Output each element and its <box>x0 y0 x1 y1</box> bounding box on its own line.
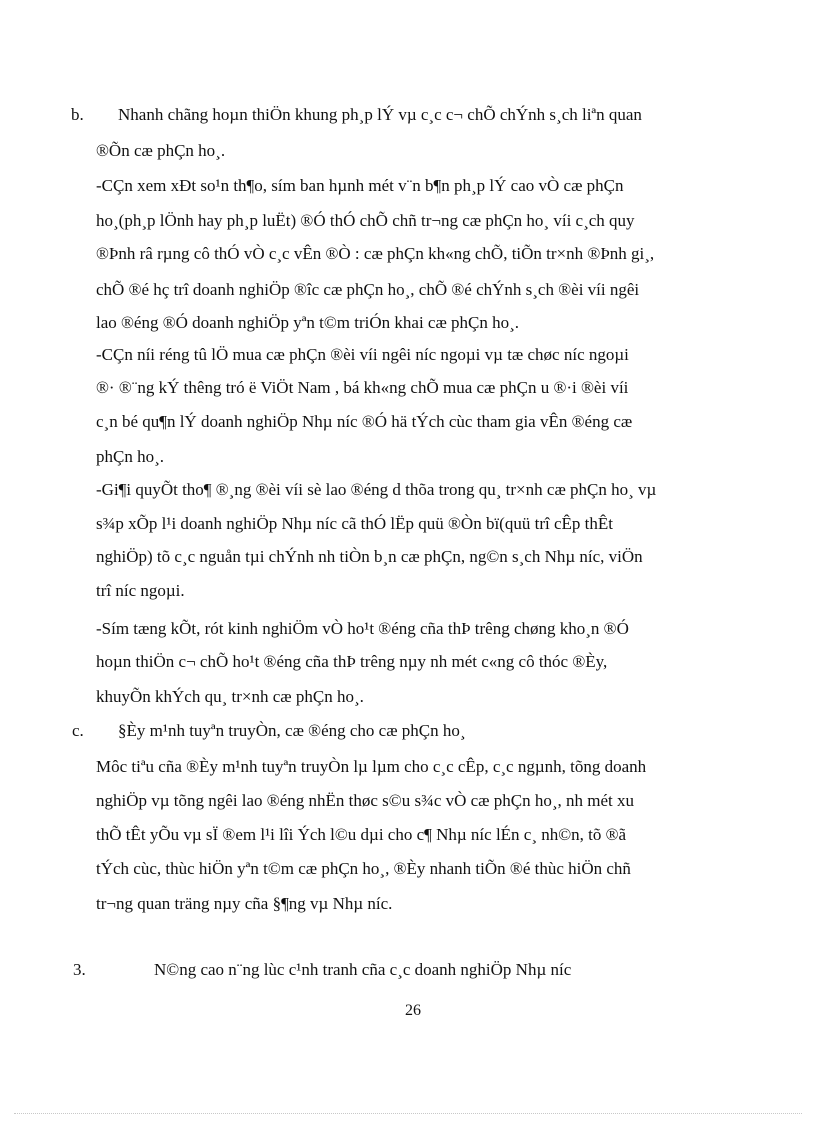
paragraph-1-line-5: lao ®éng ®Ó doanh nghiÖp yªn t©m triÓn khai cæ phÇn ho¸. <box>96 313 520 332</box>
paragraph-4-line-3: khuyÕn khÝch qu¸ tr×nh cæ phÇn ho¸. <box>96 687 364 706</box>
section-b-heading-line-1: Nhanh chãng hoµn thiÖn khung ph¸p lÝ vµ c¸c c¬ chÕ chÝnh s¸ch liªn quan <box>118 105 642 124</box>
paragraph-5-line-4: tÝch cùc, thùc hiÖn yªn t©m cæ phÇn ho¸, ®Èy nhanh tiÕn ®é thùc hiÖn chñ <box>96 859 631 878</box>
section-b-label: b. <box>71 105 84 124</box>
paragraph-3-line-1: -Gi¶i quyÕt tho¶ ®¸ng ®èi víi sè lao ®éng d thõa trong qu¸ tr×nh cæ phÇn ho¸ vµ <box>96 480 657 499</box>
paragraph-5-line-5: tr¬ng quan träng nµy cña §¶ng vµ Nhµ níc. <box>96 894 393 913</box>
paragraph-1-line-2: ho¸(ph¸p lÖnh hay ph¸p luËt) ®Ó thÓ chÕ chñ tr¬ng cæ phÇn ho¸ víi c¸ch quy <box>96 211 635 230</box>
paragraph-2-line-2: ®· ®¨ng kÝ thêng tró ë ViÖt Nam , bá kh«ng chÕ mua cæ phÇn u ®·i ®èi víi <box>96 378 629 397</box>
paragraph-3-line-3: nghiÖp) tõ c¸c nguån tµi chÝnh nh tiÒn b¸n cæ phÇn, ng©n s¸ch Nhµ níc, viÖn <box>96 547 643 566</box>
section-b-heading-line-2: ®Õn cæ phÇn ho¸. <box>96 141 226 160</box>
paragraph-4-line-1: -Sím tæng kÕt, rót kinh nghiÖm vÒ ho¹t ®éng cña thÞ trêng chøng kho¸n ®Ó <box>96 619 629 638</box>
paragraph-2-line-1: -CÇn níi réng tû lÖ mua cæ phÇn ®èi víi ngêi níc ngoµi vµ tæ chøc níc ngoµi <box>96 345 629 364</box>
paragraph-2-line-4: phÇn ho¸. <box>96 447 164 466</box>
paragraph-1-line-4: chÕ ®é hç trî doanh nghiÖp ®îc cæ phÇn ho¸, chÕ ®é chÝnh s¸ch ®èi víi ngêi <box>96 280 640 299</box>
page-number: 26 <box>405 1002 421 1019</box>
paragraph-5-line-3: thÕ tÊt yÕu vµ sÏ ®em l¹i lîi Ých l©u dµi cho c¶ Nhµ níc lÉn c¸ nh©n, tõ ®ã <box>96 825 627 844</box>
paragraph-1-line-3: ®Þnh râ rµng cô thÓ vÒ c¸c vÊn ®Ò : cæ phÇn kh«ng chÕ, tiÕn tr×nh ®Þnh gi¸, <box>96 244 655 263</box>
page-bottom-divider <box>14 1113 802 1114</box>
paragraph-5-line-2: nghiÖp vµ tõng ngêi lao ®éng nhËn thøc s©u s¾c vÒ cæ phÇn ho¸, nh mét xu <box>96 791 635 810</box>
section-c-label: c. <box>72 721 84 740</box>
paragraph-3-line-2: s¾p xÕp l¹i doanh nghiÖp Nhµ níc cã thÓ lËp quü ®Òn bï(quü trî cÊp thÊt <box>96 514 613 533</box>
section-3-heading: N©ng cao n¨ng lùc c¹nh tranh cña c¸c doanh nghiÖp Nhµ níc <box>154 960 572 979</box>
paragraph-4-line-2: hoµn thiÖn c¬ chÕ ho¹t ®éng cña thÞ trêng nµy nh mét c«ng cô thóc ®Èy, <box>96 652 608 671</box>
paragraph-5-line-1: Môc tiªu cña ®Èy m¹nh tuyªn truyÒn lµ lµm cho c¸c cÊp, c¸c ngµnh, tõng doanh <box>96 757 647 776</box>
paragraph-2-line-3: c¸n bé qu¶n lÝ doanh nghiÖp Nhµ níc ®Ó hä tÝch cùc tham gia vÊn ®éng cæ <box>96 412 633 431</box>
section-3-label: 3. <box>73 960 86 979</box>
paragraph-1-line-1: -CÇn xem xÐt so¹n th¶o, sím ban hµnh mét v¨n b¶n ph¸p lÝ cao vÒ cæ phÇn <box>96 176 624 195</box>
section-c-heading: §Èy m¹nh tuyªn truyÒn, cæ ®éng cho cæ phÇn ho¸ <box>118 721 466 740</box>
paragraph-3-line-4: trî níc ngoµi. <box>96 581 185 600</box>
